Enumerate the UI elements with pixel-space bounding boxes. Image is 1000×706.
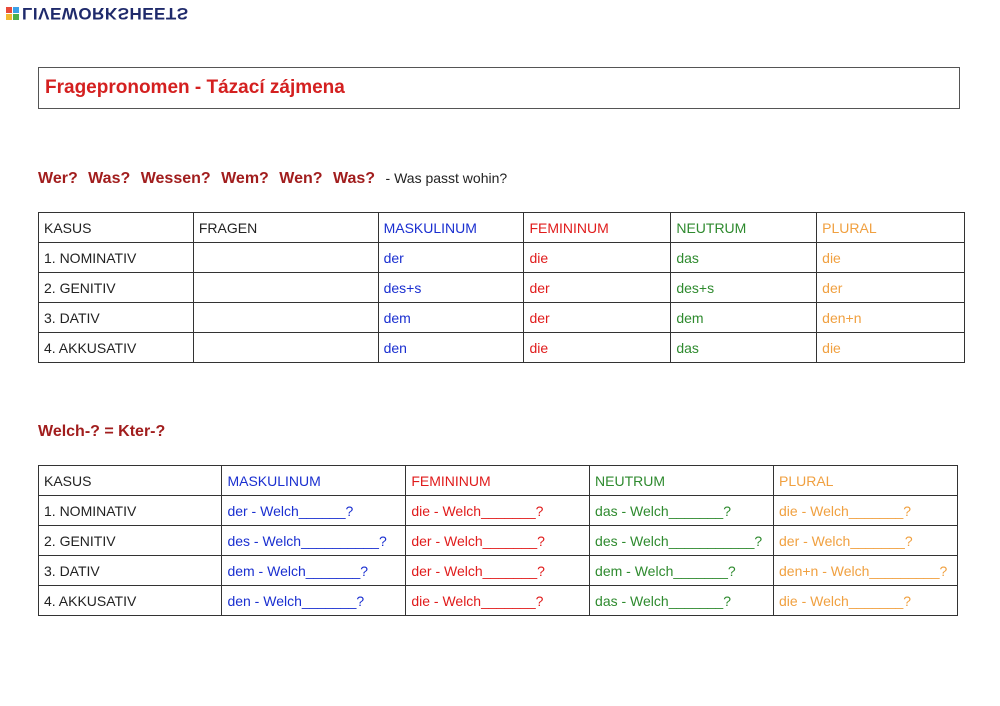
- fragen-answer-cell[interactable]: [193, 303, 378, 333]
- question-word: Wen?: [279, 170, 323, 187]
- kasus-cell: 1. NOMINATIV: [39, 496, 222, 526]
- title-box: [38, 67, 960, 109]
- header-maskulinum: MASKULINUM: [378, 213, 524, 243]
- logo-square: [6, 7, 12, 13]
- welch-blank-cell[interactable]: die - Welch_______?: [406, 496, 590, 526]
- header-femininum: FEMININUM: [524, 213, 671, 243]
- article-cell: den: [378, 333, 524, 363]
- welch-blank-cell[interactable]: das - Welch_______?: [590, 496, 774, 526]
- welch-blank-cell[interactable]: des - Welch__________?: [222, 526, 406, 556]
- table-row: [39, 526, 958, 556]
- question-word: Wessen?: [140, 170, 211, 187]
- kasus-cell: 4. AKKUSATIV: [39, 333, 194, 363]
- table-row: [39, 586, 958, 616]
- article-cell: der: [524, 303, 671, 333]
- fragen-answer-cell[interactable]: [193, 273, 378, 303]
- section1-hint: - Was passt wohin?: [385, 170, 508, 186]
- fragen-answer-cell[interactable]: [193, 243, 378, 273]
- header-neutrum: NEUTRUM: [671, 213, 817, 243]
- article-cell: das: [671, 243, 817, 273]
- welch-blank-cell[interactable]: den - Welch_______?: [222, 586, 406, 616]
- welch-blank-cell[interactable]: das - Welch_______?: [590, 586, 774, 616]
- table-row: [39, 243, 965, 273]
- welch-blank-cell[interactable]: dem - Welch_______?: [590, 556, 774, 586]
- article-cell: das: [671, 333, 817, 363]
- welch-blank-cell[interactable]: die - Welch_______?: [406, 586, 590, 616]
- header-femininum: FEMININUM: [406, 466, 590, 496]
- logo-square: [13, 14, 19, 20]
- table-row: [39, 556, 958, 586]
- table-header-row: [39, 466, 958, 496]
- welch-blank-cell[interactable]: den+n - Welch_________?: [774, 556, 958, 586]
- header-neutrum: NEUTRUM: [590, 466, 774, 496]
- welch-blank-cell[interactable]: dem - Welch_______?: [222, 556, 406, 586]
- table-row: [39, 273, 965, 303]
- question-word: Wem?: [221, 170, 269, 187]
- fragen-table: [38, 212, 965, 363]
- kasus-cell: 1. NOMINATIV: [39, 243, 194, 273]
- logo-square: [6, 14, 12, 20]
- article-cell: der: [524, 273, 671, 303]
- article-cell: der: [817, 273, 965, 303]
- article-cell: die: [524, 243, 671, 273]
- liveworksheets-logo: [6, 4, 189, 22]
- article-cell: die: [817, 243, 965, 273]
- welch-blank-cell[interactable]: die - Welch_______?: [774, 496, 958, 526]
- question-word: Was?: [333, 170, 376, 187]
- question-word: Wer?: [38, 170, 78, 187]
- article-cell: des+s: [671, 273, 817, 303]
- table-row: [39, 496, 958, 526]
- header-plural: PLURAL: [817, 213, 965, 243]
- page-title: Fragepronomen - Tázací zájmena: [45, 77, 345, 98]
- table-row: [39, 303, 965, 333]
- welch-blank-cell[interactable]: der - Welch_______?: [774, 526, 958, 556]
- article-cell: der: [378, 243, 524, 273]
- header-kasus: KASUS: [39, 466, 222, 496]
- kasus-cell: 4. AKKUSATIV: [39, 586, 222, 616]
- fragen-answer-cell[interactable]: [193, 333, 378, 363]
- table-header-row: [39, 213, 965, 243]
- header-fragen: FRAGEN: [193, 213, 378, 243]
- header-maskulinum: MASKULINUM: [222, 466, 406, 496]
- article-cell: dem: [671, 303, 817, 333]
- welch-blank-cell[interactable]: die - Welch_______?: [774, 586, 958, 616]
- section1-heading: [38, 170, 507, 188]
- welch-blank-cell[interactable]: des - Welch___________?: [590, 526, 774, 556]
- logo-square: [13, 7, 19, 13]
- header-kasus: KASUS: [39, 213, 194, 243]
- article-cell: den+n: [817, 303, 965, 333]
- kasus-cell: 2. GENITIV: [39, 526, 222, 556]
- welch-table: [38, 465, 958, 616]
- article-cell: des+s: [378, 273, 524, 303]
- question-word: Was?: [88, 170, 131, 187]
- section2-heading: Welch-? = Kter-?: [38, 423, 166, 440]
- table-row: [39, 333, 965, 363]
- kasus-cell: 2. GENITIV: [39, 273, 194, 303]
- kasus-cell: 3. DATIV: [39, 303, 194, 333]
- welch-blank-cell[interactable]: der - Welch______?: [222, 496, 406, 526]
- welch-blank-cell[interactable]: der - Welch_______?: [406, 556, 590, 586]
- article-cell: dem: [378, 303, 524, 333]
- article-cell: die: [817, 333, 965, 363]
- welch-blank-cell[interactable]: der - Welch_______?: [406, 526, 590, 556]
- article-cell: die: [524, 333, 671, 363]
- kasus-cell: 3. DATIV: [39, 556, 222, 586]
- header-plural: PLURAL: [774, 466, 958, 496]
- logo-mark: [6, 7, 19, 20]
- logo-text: LIVEWORKSHEETS: [22, 4, 189, 23]
